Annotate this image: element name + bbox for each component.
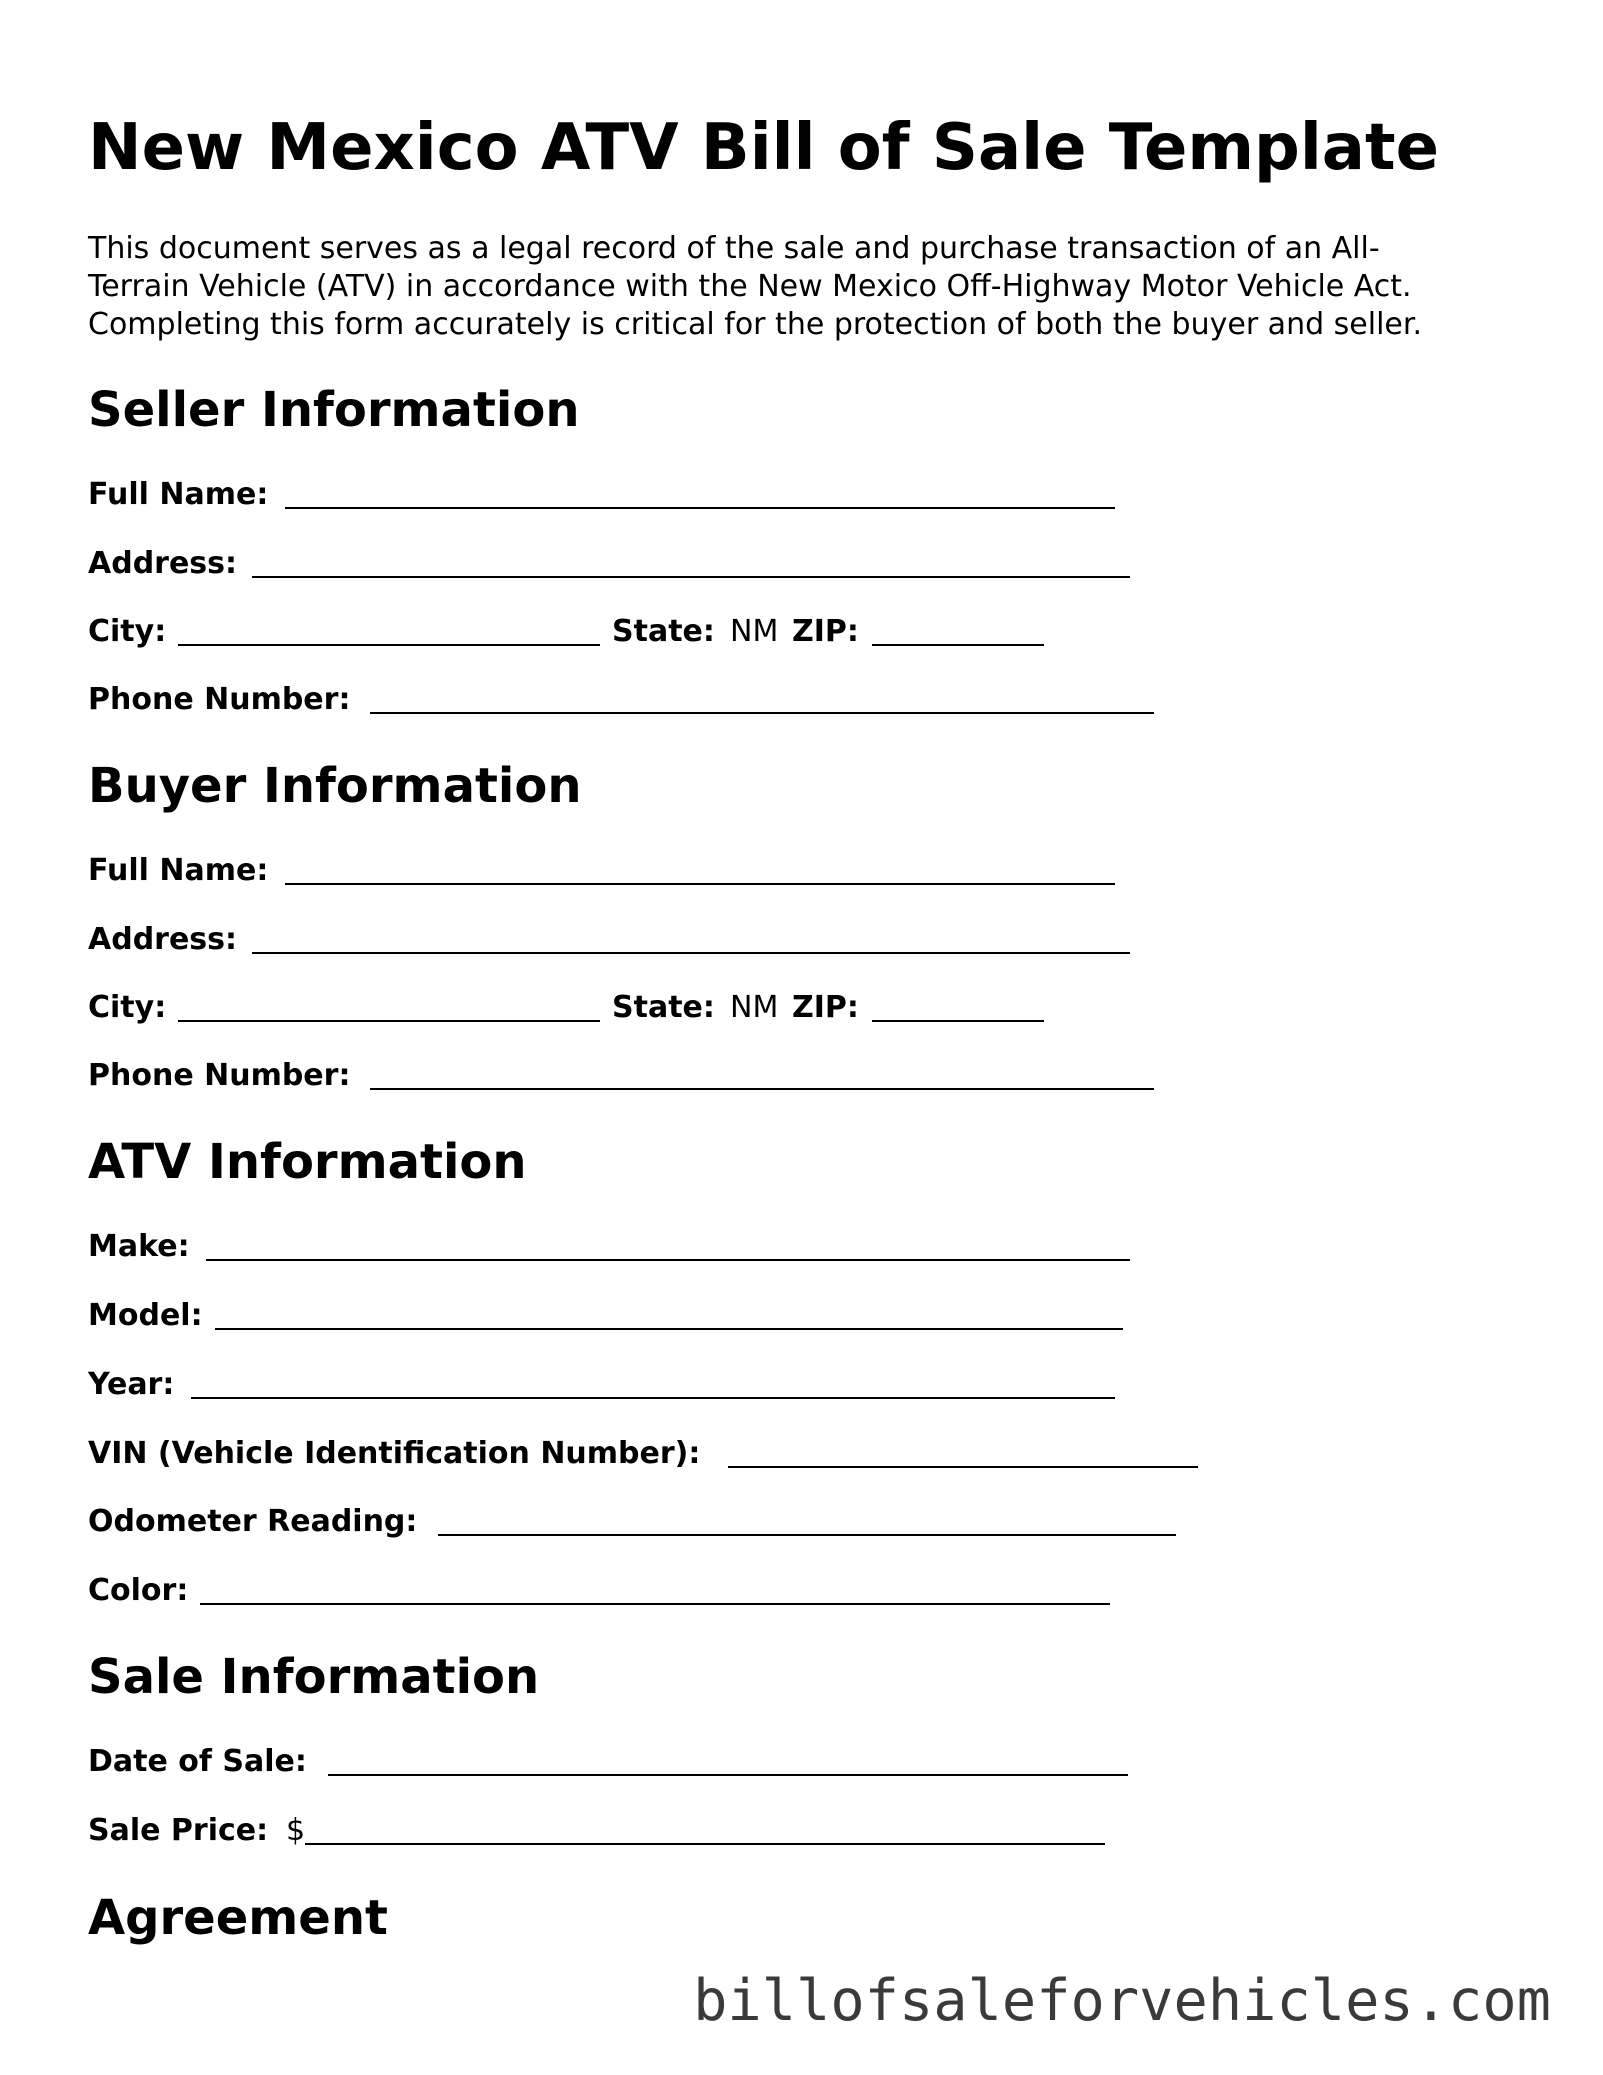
buyer-state-label: State:	[612, 990, 715, 1025]
seller-full-name-label: Full Name:	[88, 477, 269, 512]
sale-price-currency: $	[286, 1813, 306, 1848]
atv-year-field	[88, 1365, 1138, 1405]
atv-make-label: Make:	[88, 1229, 190, 1264]
sale-date-label: Date of Sale:	[88, 1744, 307, 1779]
buyer-phone-field	[88, 1056, 1188, 1096]
atv-color-label: Color:	[88, 1573, 189, 1608]
buyer-city-blank[interactable]	[178, 1020, 600, 1022]
atv-vin-blank[interactable]	[728, 1466, 1198, 1468]
atv-vin-label: VIN (Vehicle Identification Number):	[88, 1436, 701, 1471]
buyer-zip-label: ZIP:	[792, 990, 859, 1025]
intro-line: This document serves as a legal record of the sale and purchase transaction of an All-	[88, 231, 1380, 266]
atv-section-heading: ATV Information	[88, 1134, 527, 1190]
seller-city-state-zip-field	[88, 612, 1088, 652]
buyer-full-name-label: Full Name:	[88, 853, 269, 888]
seller-state-label: State:	[612, 614, 715, 649]
buyer-full-name-blank[interactable]	[285, 883, 1115, 885]
buyer-address-field	[88, 920, 1138, 960]
sale-date-blank[interactable]	[328, 1774, 1128, 1776]
seller-zip-label: ZIP:	[792, 614, 859, 649]
buyer-city-state-zip-field	[88, 988, 1088, 1028]
sale-date-field	[88, 1742, 1138, 1782]
seller-address-label: Address:	[88, 546, 238, 581]
atv-odometer-label: Odometer Reading:	[88, 1504, 418, 1539]
seller-city-blank[interactable]	[178, 644, 600, 646]
sale-price-label: Sale Price:	[88, 1813, 269, 1848]
sale-section-heading: Sale Information	[88, 1649, 540, 1705]
sale-price-field	[88, 1811, 1138, 1851]
buyer-full-name-field	[88, 851, 1138, 891]
seller-phone-label: Phone Number:	[88, 682, 351, 717]
atv-model-blank[interactable]	[215, 1328, 1123, 1330]
intro-line: Completing this form accurately is critical for the protection of both the buyer and seller.	[88, 307, 1422, 342]
buyer-zip-blank[interactable]	[872, 1020, 1044, 1022]
atv-color-field	[88, 1571, 1138, 1611]
atv-make-blank[interactable]	[206, 1259, 1130, 1261]
seller-full-name-blank[interactable]	[285, 507, 1115, 509]
seller-full-name-field	[88, 475, 1138, 515]
agreement-section-heading: Agreement	[88, 1890, 388, 1946]
atv-make-field	[88, 1227, 1138, 1267]
buyer-address-label: Address:	[88, 922, 238, 957]
buyer-phone-label: Phone Number:	[88, 1058, 351, 1093]
seller-city-label: City:	[88, 614, 167, 649]
buyer-phone-blank[interactable]	[370, 1088, 1154, 1090]
buyer-section-heading: Buyer Information	[88, 758, 582, 814]
document-title: New Mexico ATV Bill of Sale Template	[88, 111, 1439, 185]
sale-price-blank[interactable]	[305, 1843, 1105, 1845]
buyer-state-value: NM	[730, 990, 779, 1025]
seller-address-field	[88, 544, 1138, 584]
atv-color-blank[interactable]	[200, 1603, 1110, 1605]
seller-address-blank[interactable]	[252, 576, 1130, 578]
atv-odometer-blank[interactable]	[438, 1534, 1176, 1536]
seller-zip-blank[interactable]	[872, 644, 1044, 646]
buyer-city-label: City:	[88, 990, 167, 1025]
intro-line: Terrain Vehicle (ATV) in accordance with the New Mexico Off-Highway Motor Vehicle Act.	[88, 269, 1412, 304]
site-watermark: billofsaleforvehicles.com	[693, 1968, 1551, 2034]
intro-paragraph	[88, 230, 1528, 344]
seller-phone-field	[88, 680, 1188, 720]
atv-year-blank[interactable]	[191, 1397, 1115, 1399]
atv-model-label: Model:	[88, 1298, 203, 1333]
buyer-address-blank[interactable]	[252, 952, 1130, 954]
atv-model-field	[88, 1296, 1138, 1336]
seller-phone-blank[interactable]	[370, 712, 1154, 714]
seller-section-heading: Seller Information	[88, 382, 580, 438]
atv-odometer-field	[88, 1502, 1188, 1542]
seller-state-value: NM	[730, 614, 779, 649]
atv-year-label: Year:	[88, 1367, 175, 1402]
atv-vin-field	[88, 1434, 1218, 1474]
